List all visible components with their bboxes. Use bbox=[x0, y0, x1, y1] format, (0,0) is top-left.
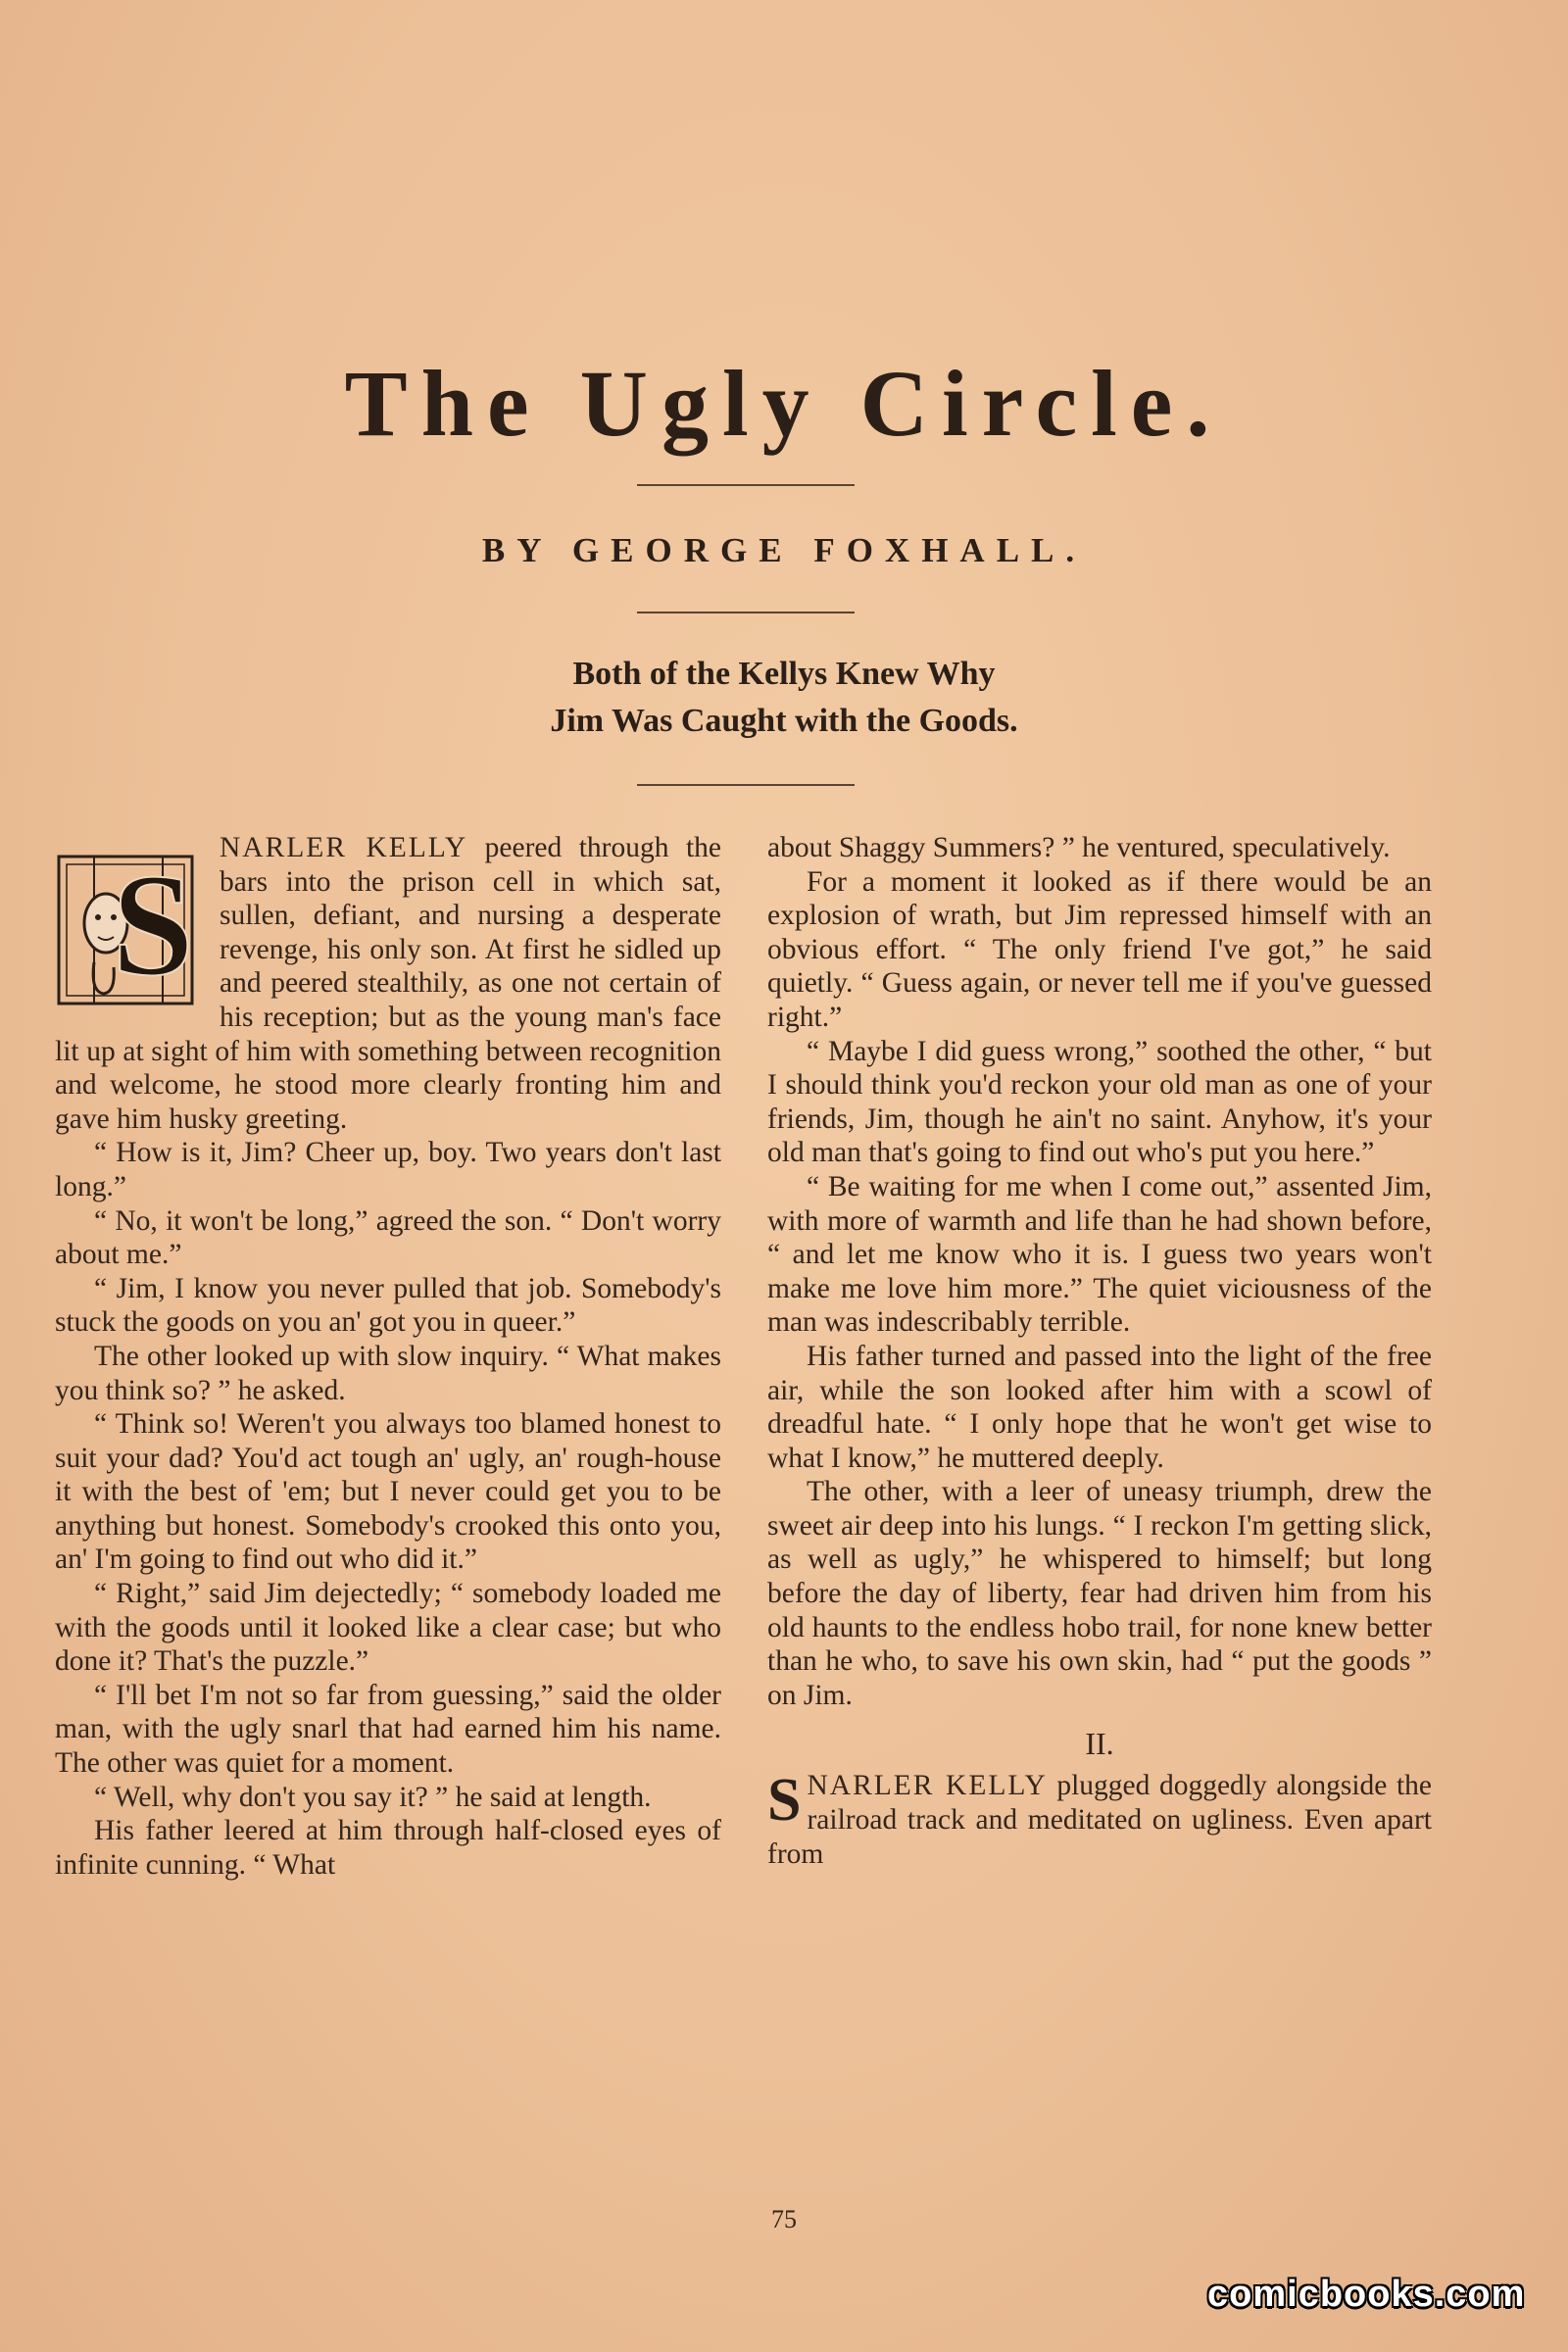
paragraph: “ Think so! Weren't you always too blamed honest to suit your dad? You'd act tough an' ugly, an' rough-house it with the best of 'em; but I never could get you to be anything but honest. Somebody's crooked this onto you, an' I'm going to find out who did it.” bbox=[55, 1408, 721, 1576]
paragraph: “ Jim, I know you never pulled that job. Somebody's stuck the goods on you an' got you in queer.” bbox=[55, 1272, 721, 1339]
paragraph bbox=[55, 831, 721, 1136]
paragraph: His father turned and passed into the light of the free air, while the son looked after him with a scowl of dreadful hate. “ I only hope that he won't get wise to what I know,” he muttered deeply. bbox=[767, 1340, 1432, 1474]
paragraph: “ How is it, Jim? Cheer up, boy. Two years don't last long.” bbox=[55, 1137, 721, 1202]
title-rule bbox=[637, 484, 855, 486]
paragraph: “ Maybe I did guess wrong,” soothed the other, “ but I should think you'd reckon your old man as one of your friends, Jim, though he ain't no saint. Anyhow, it's your old man that's going to find out who's put you here.” bbox=[767, 1035, 1432, 1169]
ornamental-letter-s-icon bbox=[55, 835, 202, 1007]
story-subtitle bbox=[0, 651, 1568, 745]
paragraph: The other, with a leer of uneasy triumph, drew the sweet air deep into his lungs. “ I reckon I'm getting slick, as well as ugly,” he whispered to himself; but long before the day of liberty, fear had driven him from his old haunts to the endless hobo trail, for none knew better than he who, to save his own skin, had “ put the goods ” on Jim. bbox=[767, 1476, 1432, 1711]
paragraph: The other looked up with slow inquiry. “ What makes you think so? ” he asked. bbox=[55, 1340, 721, 1406]
author-byline: BY GEORGE FOXHALL. bbox=[481, 531, 1087, 569]
subtitle-line-2: Jim Was Caught with the Goods. bbox=[550, 703, 1018, 739]
subtitle-line-1: Both of the Kellys Knew Why bbox=[572, 656, 996, 692]
section-name: NARLER KELLY bbox=[807, 1770, 1048, 1802]
story-title: The Ugly Circle. bbox=[344, 351, 1224, 456]
right-column bbox=[767, 831, 1432, 1871]
paragraph: “ Well, why don't you say it? ” he said at length. bbox=[94, 1781, 652, 1813]
paragraph: “ I'll bet I'm not so far from guessing,” said the older man, with the ugly snarl that had earned him his name. The other was quiet for a moment. bbox=[55, 1679, 721, 1780]
paragraph: His father leered at him through half-closed eyes of infinite cunning. “ What bbox=[55, 1815, 721, 1881]
left-column bbox=[55, 831, 721, 1882]
section-number: II. bbox=[1085, 1726, 1114, 1762]
section-initial: S bbox=[767, 1767, 802, 1835]
site-watermark: comicbooks.com bbox=[1207, 2274, 1526, 2315]
section-text: plugged doggedly alongside the railroad track and meditated on ugliness. Even apart from bbox=[767, 1770, 1432, 1870]
subtitle-rule bbox=[637, 784, 855, 786]
page-number: 75 bbox=[771, 2205, 797, 2233]
opening-name: NARLER KELLY bbox=[220, 832, 468, 863]
paragraph: “ No, it won't be long,” agreed the son. “ Don't worry about me.” bbox=[55, 1204, 721, 1271]
paragraph: about Shaggy Summers? ” he ventured, speculatively. bbox=[767, 832, 1391, 863]
paragraph: For a moment it looked as if there would be an explosion of wrath, but Jim repressed himself with an obvious effort. “ The only friend I've got,” he said quietly. “ Guess again, or never tell me if you've guessed right.” bbox=[767, 865, 1432, 1033]
byline-rule bbox=[637, 612, 855, 613]
paragraph: “ Right,” said Jim dejectedly; “ somebody loaded me with the goods until it looked like a clear case; but who done it? That's the puzzle.” bbox=[55, 1578, 721, 1678]
paragraph bbox=[767, 1769, 1432, 1871]
paragraph: “ Be waiting for me when I come out,” assented Jim, with more of warmth and life than he had shown before, “ and let me know who it is. I guess two years won't make me love him more.” The quiet viciousness of the man was indescribably terrible. bbox=[767, 1170, 1432, 1339]
svg-text:S: S bbox=[112, 844, 194, 1006]
opening-text: peered through the bars into the prison cell in which sat, sullen, defiant, and nursing a desperate revenge, his only son. At first he sidled up and peered stealthily, as one not certain of his reception; but as the young man's face lit up at sight of him with something between recognition and welcome, he stood more clearly fronting him and gave him husky greeting. bbox=[55, 832, 721, 1135]
